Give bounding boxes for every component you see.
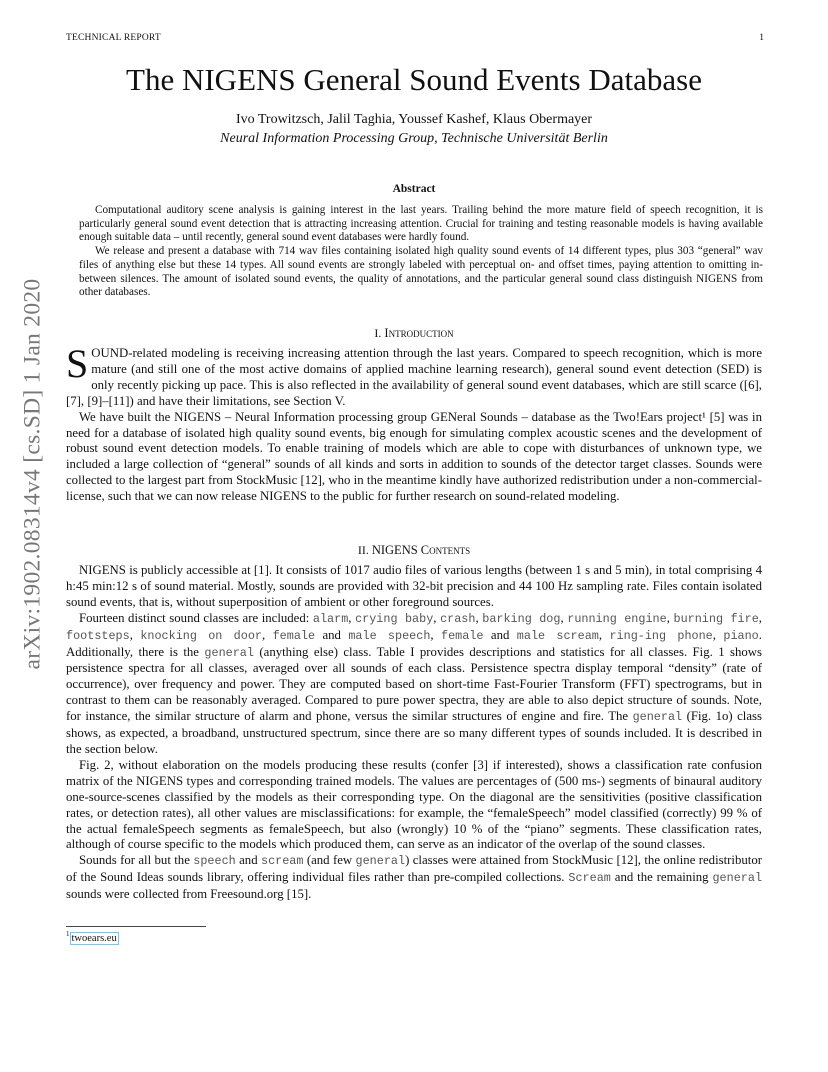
contents-paragraph-1: NIGENS is publicly accessible at [1]. It consists of 1017 audio files of various lengths (between 1 s and 5 min), in total comprising 4 h:45 min:12 s of sound material. Mostly, sounds are provided with 32-bit precision and 44 100 Hz sampling rate. Files contain isolated sound events, that is, without superposition of ambient or other foreground sources. bbox=[66, 563, 762, 609]
footnote bbox=[66, 930, 119, 944]
introduction-body bbox=[66, 341, 762, 505]
classes-figure-ref: (Fig. 1o) class shows, as expected, a broadband, unstructured spectrum, since there are so many different types of sounds included. It is described in the section below. bbox=[66, 709, 762, 756]
section-title: NIGENS Contents bbox=[371, 543, 471, 557]
footnote-rule bbox=[66, 926, 206, 927]
text-run: sounds were collected from Freesound.org [15]. bbox=[66, 887, 312, 902]
footnote-link[interactable]: twoears.eu bbox=[71, 932, 117, 944]
section-heading-contents bbox=[0, 543, 828, 558]
section-numeral: II. bbox=[357, 543, 369, 557]
class-name-general: general bbox=[355, 854, 406, 869]
classes-mid: Additionally, there is the bbox=[66, 644, 199, 659]
drop-cap: S bbox=[66, 341, 89, 386]
classes-lead: Fourteen distinct sound classes are included: bbox=[79, 610, 310, 625]
class-name: female bbox=[272, 628, 316, 643]
class-name: ring-ing phone bbox=[609, 628, 713, 643]
abstract-body bbox=[79, 204, 763, 300]
class-name: footsteps bbox=[66, 628, 130, 643]
intro-paragraph-2: We have built the NIGENS – Neural Information processing group GENeral Sounds – database as the Two!Ears project¹ [5] was in need for a database of isolated high quality sound events, big enough for simulating complex acoustic scenes and the development of robust sound event detection models. To enable training of models which are able to cope with disturbances of unknown type, we included a large collection of “general” sounds of all kinds and sorts in addition to sounds of the detector target classes. Sounds were collected to the largest part from StockMusic [12], who in the meantime kindly have authorized redistribution under a non-commercial-license, such that we can now release NIGENS to the public for further research on sound-related modeling. bbox=[66, 409, 762, 504]
arxiv-identifier: arXiv:1902.08314v4 [cs.SD] 1 Jan 2020 bbox=[19, 278, 46, 670]
class-name: scream bbox=[260, 854, 304, 869]
class-name-general: general bbox=[712, 871, 763, 886]
abstract-paragraph-1: Computational auditory scene analysis is gaining interest in the last years. Trailing behind the more mature field of speech recognition, it is particularly general sound event detection that is attracting increasing attention. Crucial for training and testing reasonable models is having available enough suitable data – until recently, general sound event databases were hardly found. bbox=[79, 204, 763, 244]
running-header: TECHNICAL REPORT bbox=[66, 33, 161, 43]
abstract-heading: Abstract bbox=[392, 183, 436, 195]
text-run: and bbox=[239, 853, 258, 868]
class-name: crash bbox=[440, 611, 476, 626]
class-name: barking dog bbox=[482, 611, 561, 626]
class-name: burning fire bbox=[673, 611, 759, 626]
paper-title: The NIGENS General Sound Events Database bbox=[126, 62, 702, 97]
classes-tail: (anything else) class. Table I provides descriptions and statistics for all classes. Fig. 1 shows persistence spectra for all classes, averaged over all sounds of each class. Persistence spectra display temporal “density” (rate of occurrence), over frequency and power. They are computed based on short-time Fast-Fourier Transform (FFT) spectrograms, but in contrast to them can be reasonably averaged. Compared to pure power spectra, they are able to also depict structure of sounds. Note, for instance, the similar structure of alarm and phone, versus the similar structures of engine and fire. The bbox=[66, 644, 763, 724]
section-numeral: I. bbox=[374, 326, 382, 340]
affiliation: Neural Information Processing Group, Technische Universität Berlin bbox=[220, 131, 608, 146]
section-heading-introduction bbox=[0, 326, 828, 341]
intro-paragraph-1-text: OUND-related modeling is receiving increasing attention through the last years. Compared to speech recognition, which is more mature (and still one of the most active domains of applied machine learning research), general sound event detection (SED) is only recently picking up pace. This is also reflected in the availability of general sound event databases, which are still scarce ([6], [7], [9]–[11]) and have their limitations, see Section V. bbox=[66, 346, 762, 408]
contents-body bbox=[66, 563, 762, 903]
arxiv-stamp[interactable] bbox=[6, 278, 60, 670]
text-run: (and few bbox=[306, 853, 353, 868]
class-name: speech bbox=[193, 854, 236, 869]
class-name: Scream bbox=[568, 871, 611, 886]
text-run: and the remaining bbox=[614, 870, 709, 885]
class-name: knocking on door bbox=[140, 628, 262, 643]
intro-paragraph-1 bbox=[66, 341, 762, 410]
contents-paragraph-2: Fourteen distinct sound classes are included: alarm, crying baby, crash, barking dog, running engine, burning fire, footsteps, knocking on door, female and male speech, female and male scream, ring-ing phone, piano. Additionally, there is the general (anything else) class. Table I provides descriptions and statistics for all classes. Fig. 1 shows persistence spectra for all classes, averaged over all sounds of each class. Persistence spectra display temporal “density” (rate of occurrence), over frequency and power. They are computed based on short-time Fast-Fourier Transform (FFT) spectrograms, but in contrast to them can be reasonably averaged. Compared to pure power spectra, they are able to also depict structure of sounds. Note, for instance, the similar structure of alarm and phone, versus the similar structures of engine and fire. The general (Fig. 1o) class shows, as expected, a broadband, unstructured spectrum, since there are so many different types of sounds included. It is described in the section below. bbox=[66, 610, 763, 756]
abstract-paragraph-2: We release and present a database with 714 wav files containing isolated high quality sound events of 14 different types, plus 303 “general” wav files of anything else but these 14 types. All sound events are strongly labeled with perceptual on- and offset times, paying attention to omitting in-between silences. The amount of isolated sound events, the quality of annotations, and the particular general sound class distinguish NIGENS from other databases. bbox=[79, 245, 763, 299]
text-run: Sounds for all but the bbox=[79, 853, 190, 868]
class-name: male scream bbox=[516, 628, 599, 643]
class-name: male speech bbox=[348, 628, 431, 643]
class-name: alarm bbox=[312, 611, 349, 626]
class-name: female bbox=[441, 628, 484, 643]
contents-paragraph-3: Fig. 2, without elaboration on the models producing these results (confer [3] if interested), shows a classification rate confusion matrix of the NIGENS types and corresponding trained models. The values are percentages of (500 ms-) segments of binaural auditory one-source-scenes classified by the models as their corresponding type. On the diagonal are the sensitivities (positive classification rates, or detection rates), all other values are misclassifications: for example, the “femaleSpeech” model classified (correctly) 99 % of the actual femaleSpeech segments as femaleSpeech, but also (wrongly) 10 % of the “piano” segments. These classification rates, although of course specific to the models which produced them, can serve as an indicator of the overlap of the sound classes. bbox=[66, 757, 762, 852]
class-name-general: general bbox=[632, 710, 683, 725]
class-name: crying baby bbox=[355, 611, 434, 626]
class-name-general: general bbox=[204, 645, 254, 660]
class-name: running engine bbox=[567, 611, 667, 626]
text-run: ) classes were attained from StockMusic [12], the online redistributor of the Sound Ideas sounds library, offering individual files rather than pre-compiled collections. bbox=[66, 853, 763, 885]
contents-paragraph-4 bbox=[66, 853, 762, 903]
page-number: 1 bbox=[759, 33, 764, 43]
author-list: Ivo Trowitzsch, Jalil Taghia, Youssef Kashef, Klaus Obermayer bbox=[235, 112, 593, 127]
class-name: piano bbox=[723, 628, 759, 643]
section-title: Introduction bbox=[384, 326, 454, 340]
footnote-mark: 1 bbox=[66, 930, 70, 938]
